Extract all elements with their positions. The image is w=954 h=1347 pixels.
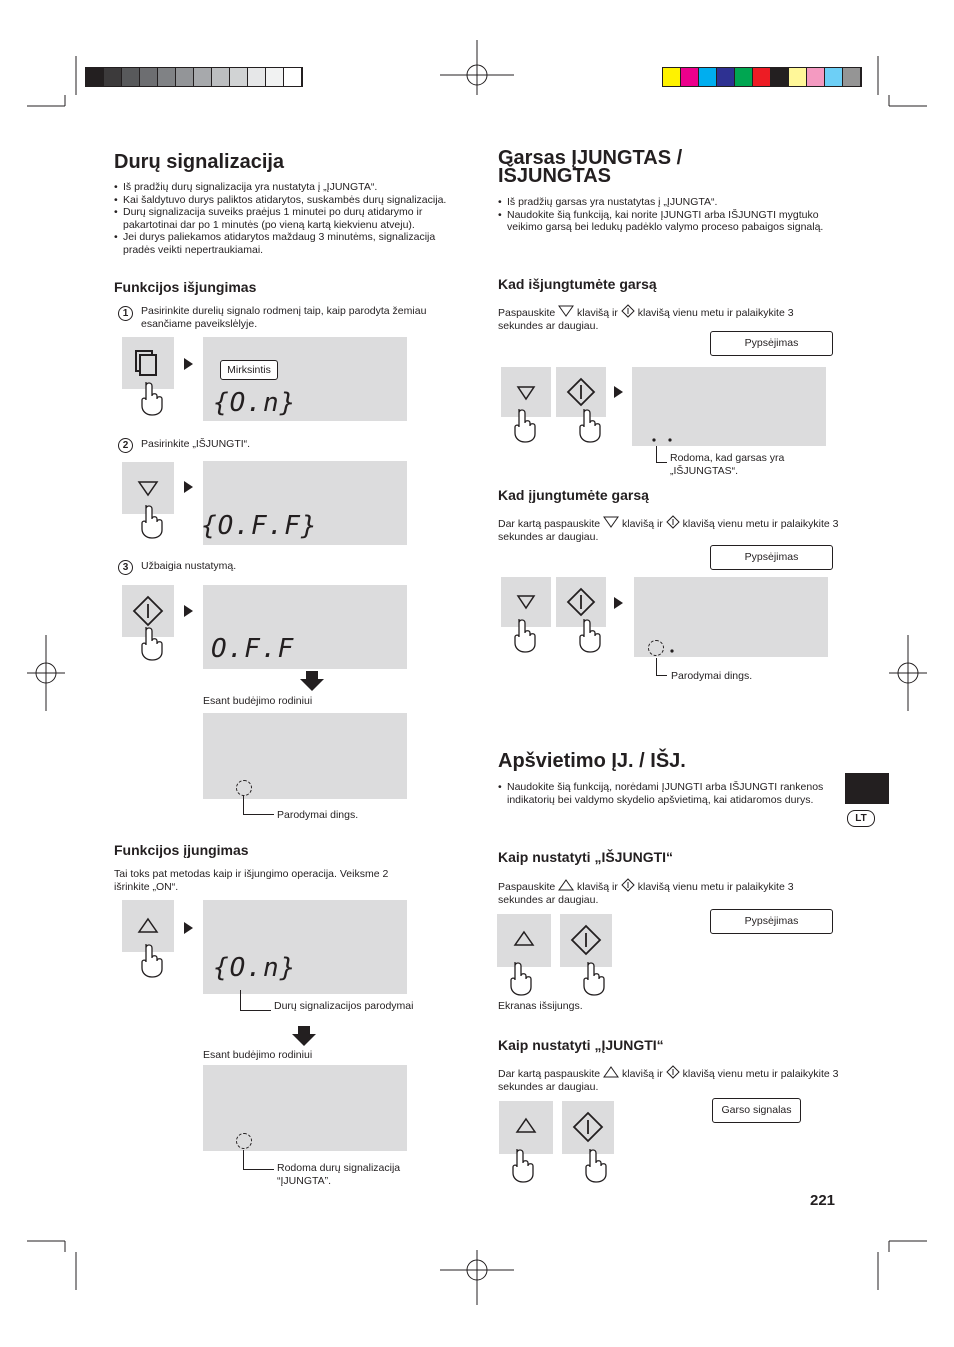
- step-2-number: 2: [118, 438, 133, 453]
- heading-set-off: Kaip nustatyti „IŠJUNGTI“: [498, 849, 674, 865]
- text-part: klavišą ir: [621, 1068, 663, 1080]
- standby-label-1: Esant budėjimo rodiniui: [203, 695, 313, 707]
- beep-bubble-4: Garso signalas: [712, 1098, 801, 1123]
- registration-target-top: [440, 40, 514, 95]
- hand-press-icon[interactable]: [576, 617, 604, 653]
- hand-press-icon[interactable]: [138, 503, 166, 539]
- door-alarm-bullets: [114, 181, 460, 256]
- text-part: Dar kartą paspauskite: [498, 1068, 601, 1080]
- beep-bubble-2: Pypsėjimas: [710, 545, 833, 570]
- hand-press-icon[interactable]: [138, 625, 166, 661]
- arrow-right: [184, 481, 193, 493]
- text-part: klavišą vienu metu ir palaikykite 3 sekundes ar daugiau.: [498, 881, 794, 906]
- registration-target-left: [27, 635, 65, 711]
- standby-display-panel: [203, 1065, 407, 1151]
- hand-press-icon[interactable]: [580, 960, 608, 996]
- display-panel: [632, 367, 826, 446]
- section-title-door-alarm: Durų signalizacija: [114, 151, 285, 173]
- dashed-indicator: [648, 640, 664, 656]
- text-part: Paspauskite: [498, 881, 556, 893]
- sound-bullets: [498, 196, 828, 234]
- display-on: {O.n}: [213, 388, 297, 418]
- bullet: • Kai šaldytuvo durys paliktos atidarytos, suskambės durų signalizacija.: [114, 194, 460, 207]
- arrow-right: [614, 386, 623, 398]
- page-number: 221: [810, 1192, 836, 1209]
- blinking-label: Mirksintis: [220, 360, 278, 380]
- step-3-number: 3: [118, 560, 133, 575]
- section-title-sound-2: IŠJUNGTAS: [498, 165, 611, 187]
- hand-press-icon[interactable]: [582, 1147, 610, 1183]
- text-part: klavišą vienu metu ir palaikykite 3 sekundes ar daugiau.: [498, 518, 839, 543]
- text-part: klavišą vienu metu ir palaikykite 3 sekundes ar daugiau.: [498, 307, 794, 332]
- door-display-label: Durų signalizacijos parodymai: [274, 1000, 414, 1012]
- step-1-text: Pasirinkite durelių signalo rodmenį taip, kaip parodyta žemiau esančiame paveikslėlyje.: [141, 305, 427, 330]
- arrow-right: [184, 922, 193, 934]
- arrow-right: [184, 605, 193, 617]
- display-on-2: {O.n}: [213, 953, 297, 983]
- hand-press-icon[interactable]: [576, 407, 604, 443]
- down-triangle-icon: [603, 516, 619, 528]
- text-part: klavišą ir: [577, 307, 618, 319]
- power-diamond-icon: [666, 1065, 680, 1079]
- dashed-indicator: [236, 780, 252, 796]
- function-on-text: Tai toks pat metodas kaip ir išjungimo operacija. Veiksme 2 išrinkite „ON“.: [114, 868, 389, 893]
- door-on-shown-label: Rodoma durų signalizacija “ĮJUNGTA”.: [277, 1162, 401, 1187]
- text-part: Paspauskite: [498, 307, 556, 319]
- step-2-text: Pasirinkite „IŠJUNGTI“.: [141, 438, 251, 450]
- leader-line: [243, 795, 274, 815]
- disappear-label-1: Parodymai dings.: [277, 809, 359, 821]
- hand-press-icon[interactable]: [138, 942, 166, 978]
- sound-on-text: [498, 515, 840, 543]
- heading-function-on: Funkcijos įjungimas: [114, 842, 249, 858]
- hand-press-icon[interactable]: [507, 960, 535, 996]
- standby-display-panel: [203, 713, 407, 799]
- bullet: • Iš pradžių garsas yra nustatytas į „ĮJUNGTA“.: [498, 196, 828, 209]
- power-diamond-icon: [621, 878, 635, 892]
- bullet: • Durų signalizacija suveiks praėjus 1 minutei po durų atidarymo ir pakartotinai dar po 1 minutės (po vieną kartą kiekvienu atveju).: [114, 206, 460, 231]
- text-part: klavišą ir: [577, 881, 618, 893]
- hand-press-icon[interactable]: [511, 407, 539, 443]
- arrow-right: [614, 597, 623, 609]
- down-arrow-icon: [292, 1026, 316, 1046]
- heading-set-on: Kaip nustatyti „ĮJUNGTI“: [498, 1037, 664, 1053]
- dashed-indicator: [236, 1133, 252, 1149]
- beep-bubble-1: Pypsėjimas: [710, 331, 833, 356]
- step-1-number: 1: [118, 306, 133, 321]
- lang-tab-block: [845, 773, 889, 804]
- text-part: Dar kartą paspauskite: [498, 518, 601, 530]
- step-3-text: Užbaigia nustatymą.: [141, 560, 237, 572]
- leader-line: [656, 446, 667, 463]
- bullet: • Jei durys paliekamos atidarytos maždaug 3 minutėms, signalizacija pradės veikti nepertraukiamai.: [114, 231, 460, 256]
- section-title-lighting: Apšvietimo ĮJ. / IŠJ.: [498, 750, 686, 772]
- up-triangle-icon: [603, 1066, 619, 1078]
- power-diamond-icon: [621, 304, 635, 318]
- bullet: • Iš pradžių durų signalizacija yra nustatyta į „ĮJUNGTA“.: [114, 181, 460, 194]
- text-part: klavišą vienu metu ir palaikykite 3 sekundes ar daugiau.: [498, 1068, 839, 1093]
- standby-label-2: Esant budėjimo rodiniui: [203, 1049, 313, 1061]
- sound-off-shown-label: Rodoma, kad garsas yra „IŠJUNGTAS“.: [670, 452, 785, 477]
- display-off-bracket: {O.F.F}: [201, 511, 318, 541]
- text-part: klavišą ir: [621, 518, 663, 530]
- hand-press-icon[interactable]: [511, 617, 539, 653]
- hand-press-icon[interactable]: [509, 1147, 537, 1183]
- screen-off-label: Ekranas išsijungs.: [498, 1000, 583, 1012]
- leader-line: [656, 658, 667, 676]
- bullet: • Naudokite šią funkciją, norėdami ĮJUNGTI arba IŠJUNGTI rankenos indikatorių bei valdymo skydelio apšvietimą, kai atidaromos durys.: [498, 781, 828, 806]
- set-on-text: [498, 1065, 840, 1093]
- leader-line: [240, 990, 271, 1011]
- bullet: • Naudokite šią funkciją, kai norite ĮJUNGTI arba IŠJUNGTI mygtuko veikimo garsą bei ledukų padėklo valymo proceso pabaigos signalą.: [498, 209, 828, 234]
- beep-bubble-3: Pypsėjimas: [710, 909, 833, 934]
- sound-off-text: [498, 304, 840, 332]
- lang-tab-label: LT: [847, 810, 875, 827]
- hand-press-icon[interactable]: [138, 380, 166, 416]
- down-arrow-icon: [300, 671, 324, 691]
- display-off: O.F.F: [211, 634, 295, 664]
- section-title-sound: Garsas ĮJUNGTAS /: [498, 147, 683, 169]
- disappear-label-2: Parodymai dings.: [671, 670, 753, 682]
- leader-line: [243, 1150, 274, 1170]
- down-triangle-icon: [558, 305, 574, 317]
- registration-target-bottom: [440, 1250, 514, 1305]
- registration-target-right: [889, 635, 927, 711]
- arrow-right: [184, 358, 193, 370]
- heading-sound-on: Kad įjungtumėte garsą: [498, 487, 649, 503]
- dot-icon: [669, 648, 675, 654]
- power-diamond-icon: [666, 515, 680, 529]
- heading-sound-off: Kad išjungtumėte garsą: [498, 276, 657, 292]
- heading-function-off: Funkcijos išjungimas: [114, 279, 257, 295]
- lighting-bullets: [498, 781, 828, 806]
- up-triangle-icon: [558, 879, 574, 891]
- sound-off-dots-icon: [650, 436, 680, 444]
- set-off-text: [498, 878, 840, 906]
